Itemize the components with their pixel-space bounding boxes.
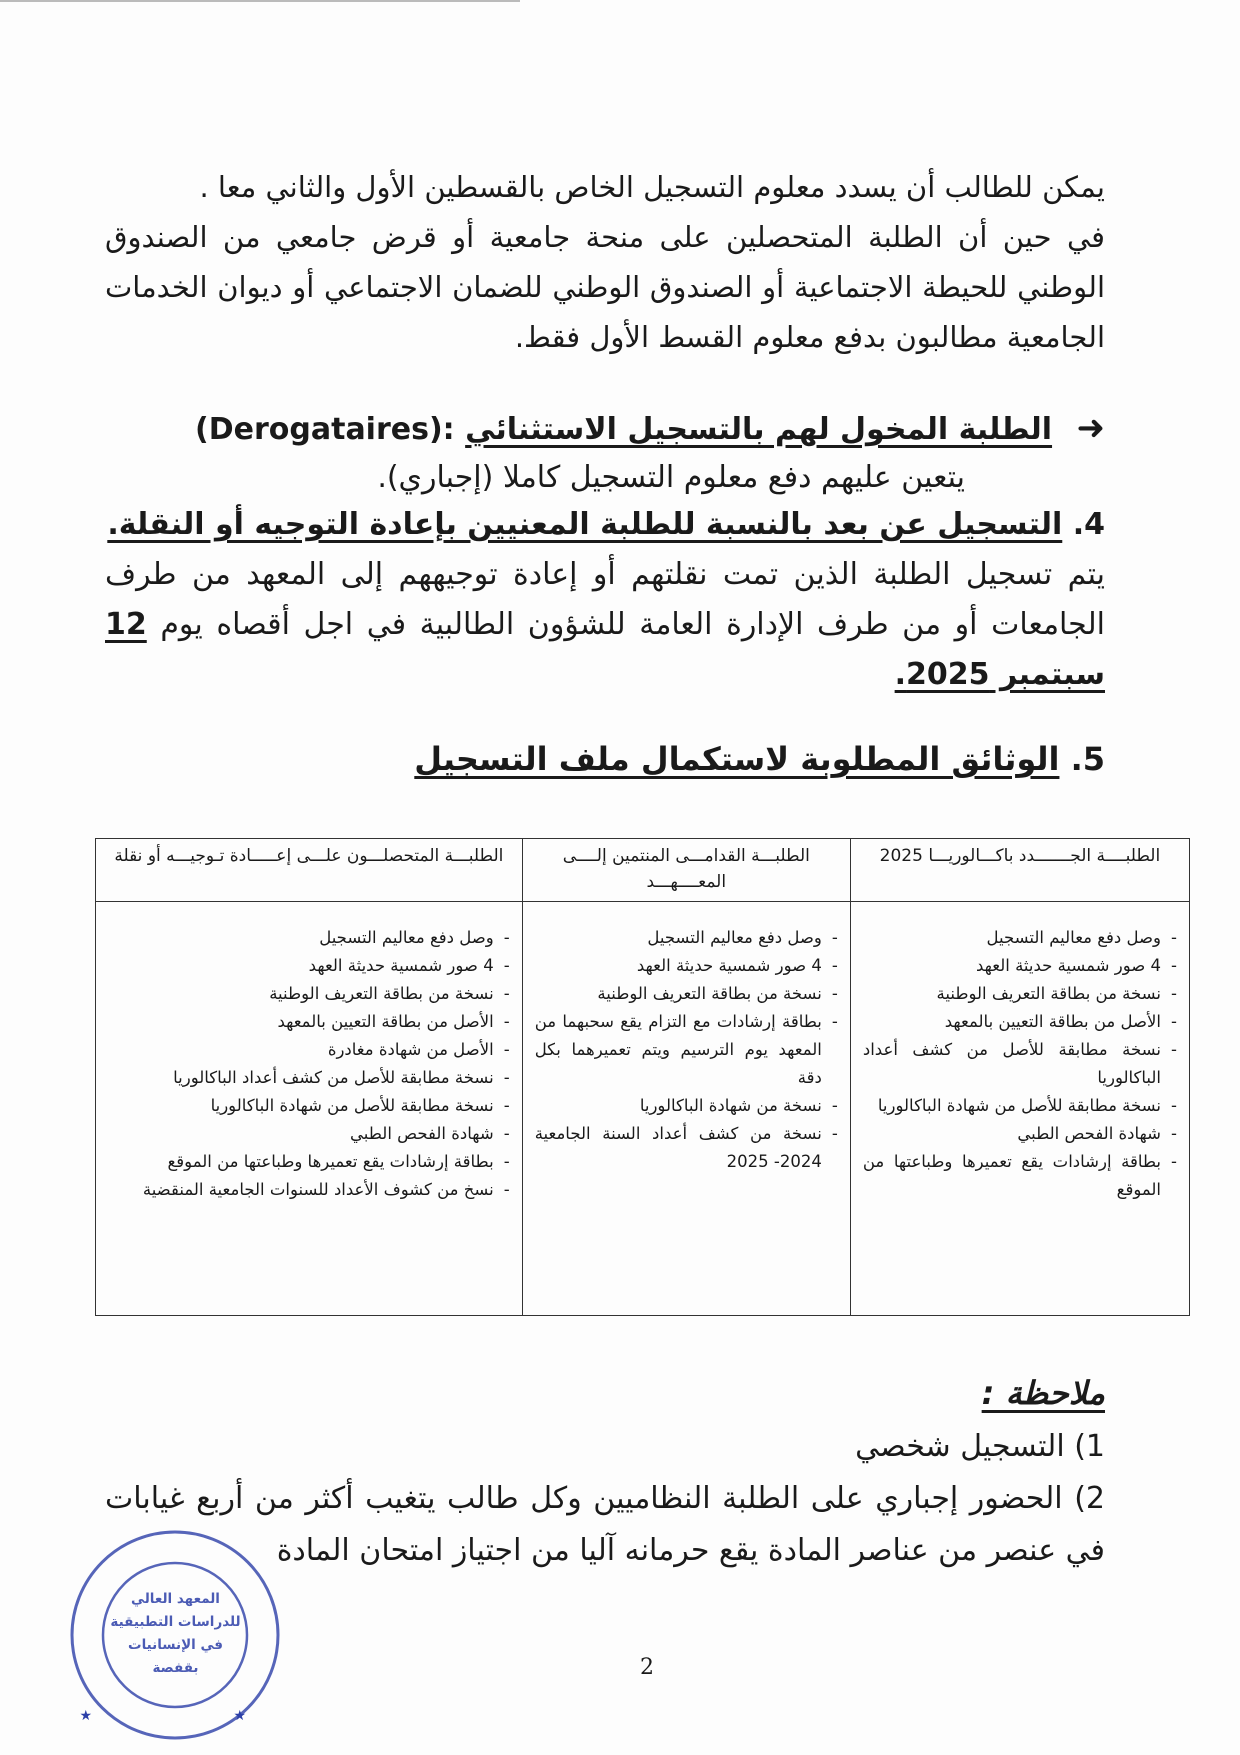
list-item: - وصل دفع معاليم التسجيل	[535, 924, 838, 952]
stamp-line: المعهد العالي	[131, 1591, 220, 1607]
document-list	[535, 924, 838, 1176]
list-item: - بطاقة إرشادات مع التزام يقع سحبهما من المعهد يوم الترسيم ويتم تعميرهما بكل دقة	[535, 1008, 838, 1092]
derogatory-heading-line	[105, 404, 1105, 454]
section-4-heading	[105, 500, 1105, 550]
page-number: 2	[640, 1655, 654, 1680]
section-4-title: التسجيل عن بعد بالنسبة للطلبة المعنيين بإعادة التوجيه أو النقلة.	[107, 507, 1063, 542]
stamp-star-icon: ★	[79, 1708, 92, 1724]
list-item: - نسخة مطابقة للأصل من كشف أعداد الباكالوريا	[863, 1036, 1177, 1092]
list-item: - وصل دفع معاليم التسجيل	[863, 924, 1177, 952]
list-item: - نسخة من كشف أعداد السنة الجامعية 2024- 2025	[535, 1120, 838, 1176]
list-item: - نسخة من بطاقة التعريف الوطنية	[535, 980, 838, 1008]
list-item: - الأصل من بطاقة التعيين بالمعهد	[108, 1008, 510, 1036]
derogatory-heading: الطلبة المخول لهم بالتسجيل الاستثنائي	[465, 412, 1053, 447]
table-header-cell: الطلبـــة القدامـــى المنتمين إلــــى المعــــهـــد	[522, 839, 850, 902]
new-students-cell	[850, 902, 1189, 1316]
section-4-text	[105, 550, 1105, 700]
list-item: - نسخة مطابقة للأصل من شهادة الباكالوريا	[863, 1092, 1177, 1120]
scan-edge-line	[0, 0, 520, 2]
derogatory-latin: (Derogataires):	[195, 412, 455, 447]
list-item: - 4 صور شمسية حديثة العهد	[108, 952, 510, 980]
list-item: - بطاقة إرشادات يقع تعميرها وطباعتها من الموقع	[863, 1148, 1177, 1204]
intro-line-1: يمكن للطالب أن يسدد معلوم التسجيل الخاص بالقسطين الأول والثاني معا .	[199, 170, 1105, 204]
list-item: - شهادة الفحص الطبي	[108, 1120, 510, 1148]
document-list	[108, 924, 510, 1204]
section-4-deadline: 12 سبتمبر 2025.	[105, 607, 1105, 692]
list-item: - شهادة الفحص الطبي	[863, 1120, 1177, 1148]
section-5-title: الوثائق المطلوبة لاستكمال ملف التسجيل	[414, 740, 1060, 778]
returning-students-cell	[522, 902, 850, 1316]
table-header-cell: الطلبــــة الجـــــــدد باكـــالوريـــا 2025	[850, 839, 1189, 902]
table-header-row	[96, 839, 1190, 902]
note-title: ملاحظة :	[981, 1374, 1105, 1412]
section-4	[105, 500, 1105, 700]
stamp-line: للدراسات التطبيقية	[110, 1614, 241, 1630]
stamp-line: في الإنسانيات	[128, 1637, 223, 1653]
documents-table	[95, 838, 1190, 1316]
table-row	[96, 902, 1190, 1316]
list-item: - 4 صور شمسية حديثة العهد	[535, 952, 838, 980]
stamp-ring-text	[68, 1528, 77, 1533]
stamp-star-icon: ★	[233, 1708, 246, 1724]
list-item: - وصل دفع معاليم التسجيل	[108, 924, 510, 952]
list-item: - نسخة مطابقة للأصل من شهادة الباكالوريا	[108, 1092, 510, 1120]
list-item: - نسخة من بطاقة التعريف الوطنية	[108, 980, 510, 1008]
intro-line-2: في حين أن الطلبة المتحصلين على منحة جامعية أو قرض جامعي من الصندوق الوطني للحيطة الاجتماعية أو الصندوق الوطني للضمان الاجتماعي أو ديوان الخدمات الجامعية مطالبون بدفع معلوم القسط الأول فقط.	[105, 220, 1105, 354]
intro-paragraph	[105, 162, 1105, 362]
section-5-number: 5.	[1070, 740, 1105, 778]
stamp-line: بقفصة	[152, 1660, 199, 1676]
derogatory-text: يتعين عليهم دفع معلوم التسجيل كاملا (إجباري).	[377, 460, 965, 495]
list-item: - 4 صور شمسية حديثة العهد	[863, 952, 1177, 980]
official-stamp	[68, 1528, 283, 1743]
note-item: 2) الحضور إجباري على الطلبة النظاميين وكل طالب يتغيب أكثر من أربع غيابات في عنصر من عناصر المادة يقع حرمانه آليا من اجتياز امتحان المادة	[105, 1481, 1105, 1568]
list-item: - الأصل من شهادة مغادرة	[108, 1036, 510, 1064]
list-item: - نسخة مطابقة للأصل من كشف أعداد الباكالوريا	[108, 1064, 510, 1092]
list-item: - بطاقة إرشادات يقع تعميرها وطباعتها من الموقع	[108, 1148, 510, 1176]
section-4-body: يتم تسجيل الطلبة الذين تمت نقلتهم أو إعادة توجيههم إلى المعهد من طرف الجامعات أو من طرف الإدارة العامة للشؤون الطالبية في اجل أقصاه يوم	[105, 557, 1105, 642]
table-header-cell: الطلبـــة المتحصلـــون علـــى إعـــــادة تـوجيـــه أو نقلة	[96, 839, 523, 902]
stamp-center-text	[98, 1588, 253, 1680]
transfer-students-cell	[96, 902, 523, 1316]
list-item: - الأصل من بطاقة التعيين بالمعهد	[863, 1008, 1177, 1036]
list-item: - نسخة من بطاقة التعريف الوطنية	[863, 980, 1177, 1008]
list-item: - نسخ من كشوف الأعداد للسنوات الجامعية المنقضية	[108, 1176, 510, 1204]
arrow-left-icon: ➜	[1076, 408, 1105, 448]
document-list	[863, 924, 1177, 1204]
derogatory-block	[105, 404, 1105, 502]
section-5-heading	[414, 740, 1105, 778]
section-4-number: 4.	[1072, 507, 1105, 542]
svg-text:وزارة التعليم العالي والبحث ال	[68, 1528, 77, 1533]
note-item: 1) التسجيل شخصي	[855, 1429, 1105, 1464]
list-item: - نسخة من شهادة الباكالوريا	[535, 1092, 838, 1120]
